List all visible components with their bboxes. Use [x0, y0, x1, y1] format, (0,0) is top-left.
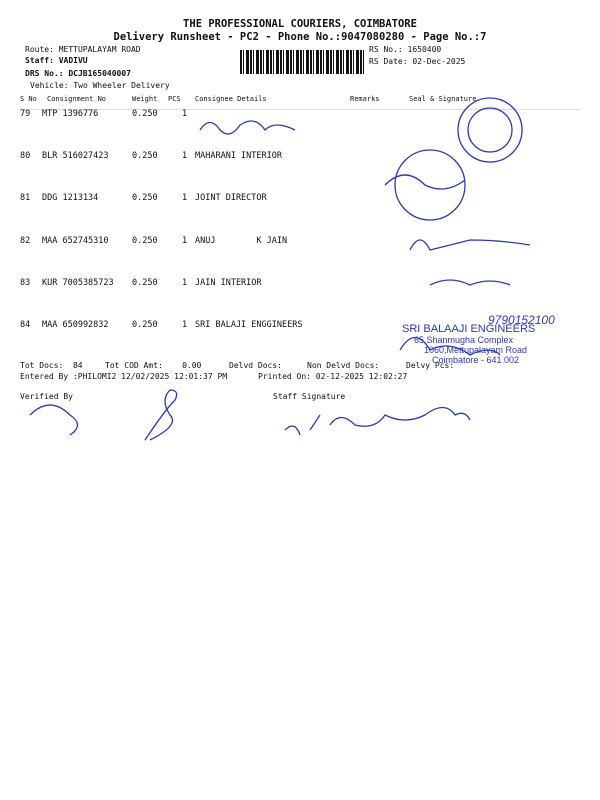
cell-pcs: 1	[182, 320, 188, 330]
round-seal-icon	[395, 150, 465, 220]
stamp-line: 65,Shanmugha Complex	[414, 335, 514, 345]
printed-on: Printed On: 02-12-2025 12:02:27	[258, 372, 408, 381]
rs-date: RS Date: 02-Dec-2025	[369, 57, 466, 66]
delvd-docs: Delvd Docs:	[229, 361, 282, 370]
tot-docs: Tot Docs: 84	[20, 361, 83, 370]
route: Route: METTUPALAYAM ROAD	[25, 45, 141, 54]
non-delvd-docs: Non Delvd Docs:	[307, 361, 380, 370]
cell-sno: 81	[20, 193, 31, 204]
signature	[30, 405, 78, 435]
cell-weight: 0.250	[132, 193, 158, 204]
cell-sno: 82	[20, 235, 31, 246]
stamp-line: Coimbatore - 641 002	[432, 355, 520, 365]
cell-cno: MAA 652745310	[42, 235, 109, 246]
stamp-line: SRI BALAAJI ENGINEERS	[402, 323, 536, 335]
tot-cod: Tot COD Amt: 0.00	[105, 361, 202, 370]
col-seal: Seal & Signature	[409, 95, 477, 103]
cell-sno: 80	[20, 151, 31, 162]
signature	[430, 280, 510, 285]
cell-sno: 79	[20, 109, 31, 119]
cell-consignee: SRI BALAJI ENGGINEERS	[195, 320, 303, 330]
cell-weight: 0.250	[132, 277, 158, 288]
cell-pcs: 1	[182, 277, 188, 288]
handwritten-phone: 9790152100	[488, 313, 555, 327]
cell-consignee: JAIN INTERIOR	[195, 277, 262, 288]
cell-cno: DDG 1213134	[42, 193, 99, 204]
vehicle: Vehicle: Two Wheeler Delivery	[30, 81, 170, 90]
cell-cno: KUR 7005385723	[42, 277, 114, 288]
signature	[400, 338, 500, 356]
cell-sno: 84	[20, 320, 31, 330]
cell-cno: BLR 516027423	[42, 151, 109, 162]
col-weight: Weight	[132, 95, 158, 103]
col-sno: S No	[20, 95, 37, 103]
cell-consignee: JOINT DIRECTOR	[195, 193, 267, 204]
staff-signature-label: Staff Signature	[273, 392, 346, 401]
cell-pcs: 1	[182, 193, 188, 204]
staff: Staff: VADIVU	[25, 56, 88, 65]
cell-pcs: 1	[182, 235, 188, 246]
cell-pcs: 1	[182, 151, 188, 162]
cell-consignee: ANUJ K JAIN	[195, 235, 288, 246]
stamp-line: 1060,Mettupalayam Road	[424, 345, 528, 355]
cell-pcs: 1	[182, 109, 188, 119]
cell-cno: MAA 650992832	[42, 320, 109, 330]
rs-number: RS No.: 1650400	[369, 45, 442, 54]
col-consignee: Consignee Details	[195, 95, 267, 103]
verified-by: Verified By	[20, 392, 73, 401]
signature	[145, 390, 177, 440]
drs-number: DRS No.: DCJB165040007	[25, 69, 131, 78]
entered-by: Entered By :PHILOMI2 12/02/2025 12:01:37 PM	[20, 372, 228, 381]
company-name: THE PROFESSIONAL COURIERS, COIMBATORE	[183, 18, 417, 30]
signature	[285, 408, 470, 436]
delvy-pcs: Delvy Pcs:	[406, 361, 455, 370]
cell-weight: 0.250	[132, 109, 158, 119]
signature	[410, 240, 530, 250]
runsheet-title: Delivery Runsheet - PC2 - Phone No.:9047080280 - Page No.:7	[113, 31, 487, 43]
cell-weight: 0.250	[132, 151, 158, 162]
col-pcs: PCS	[168, 95, 181, 103]
signature	[200, 121, 295, 134]
cell-cno: MTP 1396776	[42, 109, 99, 119]
cell-weight: 0.250	[132, 320, 158, 330]
cell-consignee: MAHARANI INTERIOR	[195, 151, 282, 162]
signature	[385, 175, 465, 189]
cell-sno: 83	[20, 277, 31, 288]
col-consignment: Consignment No	[47, 95, 107, 103]
cell-weight: 0.250	[132, 235, 158, 246]
col-remarks: Remarks	[350, 95, 380, 103]
